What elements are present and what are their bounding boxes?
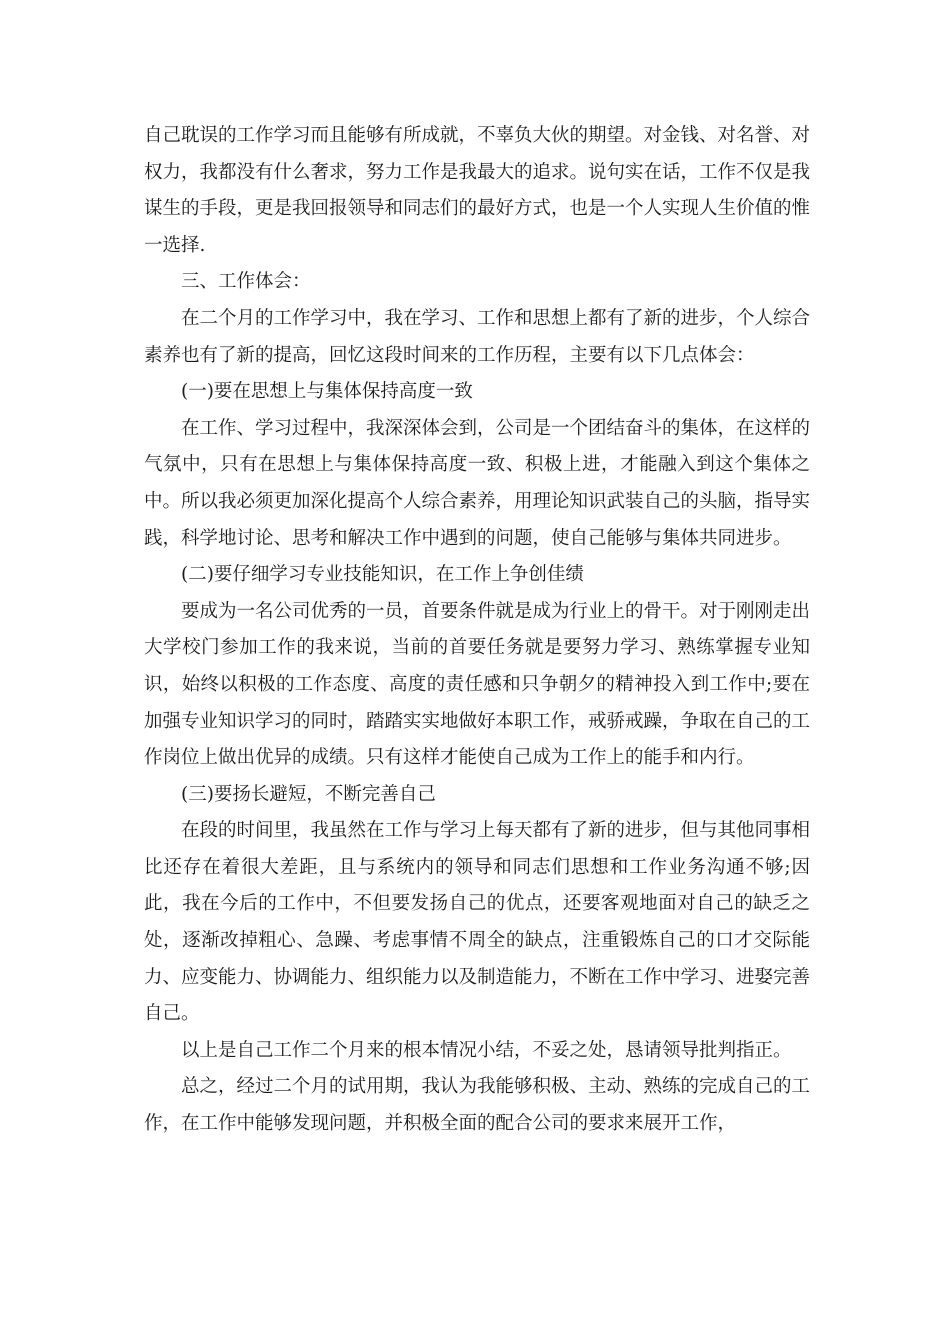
section-heading: 三、工作体会： [181, 271, 311, 293]
subsection-heading: (二)要仔细学习专业技能知识，在工作上争创佳绩 [181, 564, 584, 586]
paragraph: 要成为一名公司优秀的一员，首要条件就是成为行业上的骨干。对于刚刚走出大学校门参加工作的我来说，当前的首要任务就是要努力学习、熟练掌握专业知识，始终以积极的工作态度、高度的责任感和只争朝夕的精神投入到工作中;要在加强专业知识学习的同时，踏踏实实地做好本职工作，戒骄戒躁，争取在自己的工作岗位上做出优异的成绩。只有这样才能使自己成为工作上的能手和内行。 [144, 600, 811, 769]
paragraph: 以上是自己工作二个月来的根本情况小结，不妥之处，恳请领导批判指正。 [181, 1039, 792, 1061]
document-body [144, 118, 810, 1143]
paragraph: 在工作、学习过程中，我深深体会到，公司是一个团结奋斗的集体，在这样的气氛中，只有在思想上与集体保持高度一致、积极上进，才能融入到这个集体之中。所以我必须更加深化提高个人综合素养，用理论知识武装自己的头脑，指导实践，科学地讨论、思考和解决工作中遇到的问题，使自己能够与集体共同进步。 [144, 417, 811, 549]
subsection-heading: (一)要在思想上与集体保持高度一致 [181, 381, 473, 403]
paragraph: 在二个月的工作学习中，我在学习、工作和思想上都有了新的进步，个人综合素养也有了新的提高，回忆这段时间来的工作历程，主要有以下几点体会： [144, 307, 811, 366]
subsection-heading: (三)要扬长避短，不断完善自己 [181, 783, 436, 805]
paragraph: 自己耽误的工作学习而且能够有所成就，不辜负大伙的期望。对金钱、对名誉、对权力，我都没有什么奢求，努力工作是我最大的追求。说句实在话，工作不仅是我谋生的手段，更是我回报领导和同志们的最好方式，也是一个人实现人生价值的惟一选择. [144, 125, 811, 256]
paragraph: 总之，经过二个月的试用期，我认为我能够积极、主动、熟练的完成自己的工作，在工作中能够发现问题，并积极全面的配合公司的要求来展开工作， [144, 1076, 811, 1135]
paragraph: 在段的时间里，我虽然在工作与学习上每天都有了新的进步，但与其他同事相比还存在着很大差距，且与系统内的领导和同志们思想和工作业务沟通不够;因此，我在今后的工作中，不但要发扬自己的优点，还要客观地面对自己的缺乏之处，逐渐改掉粗心、急躁、考虑事情不周全的缺点，注重锻炼自己的口才交际能力、应变能力、协调能力、组织能力以及制造能力，不断在工作中学习、进娶完善自己。 [144, 820, 811, 1025]
